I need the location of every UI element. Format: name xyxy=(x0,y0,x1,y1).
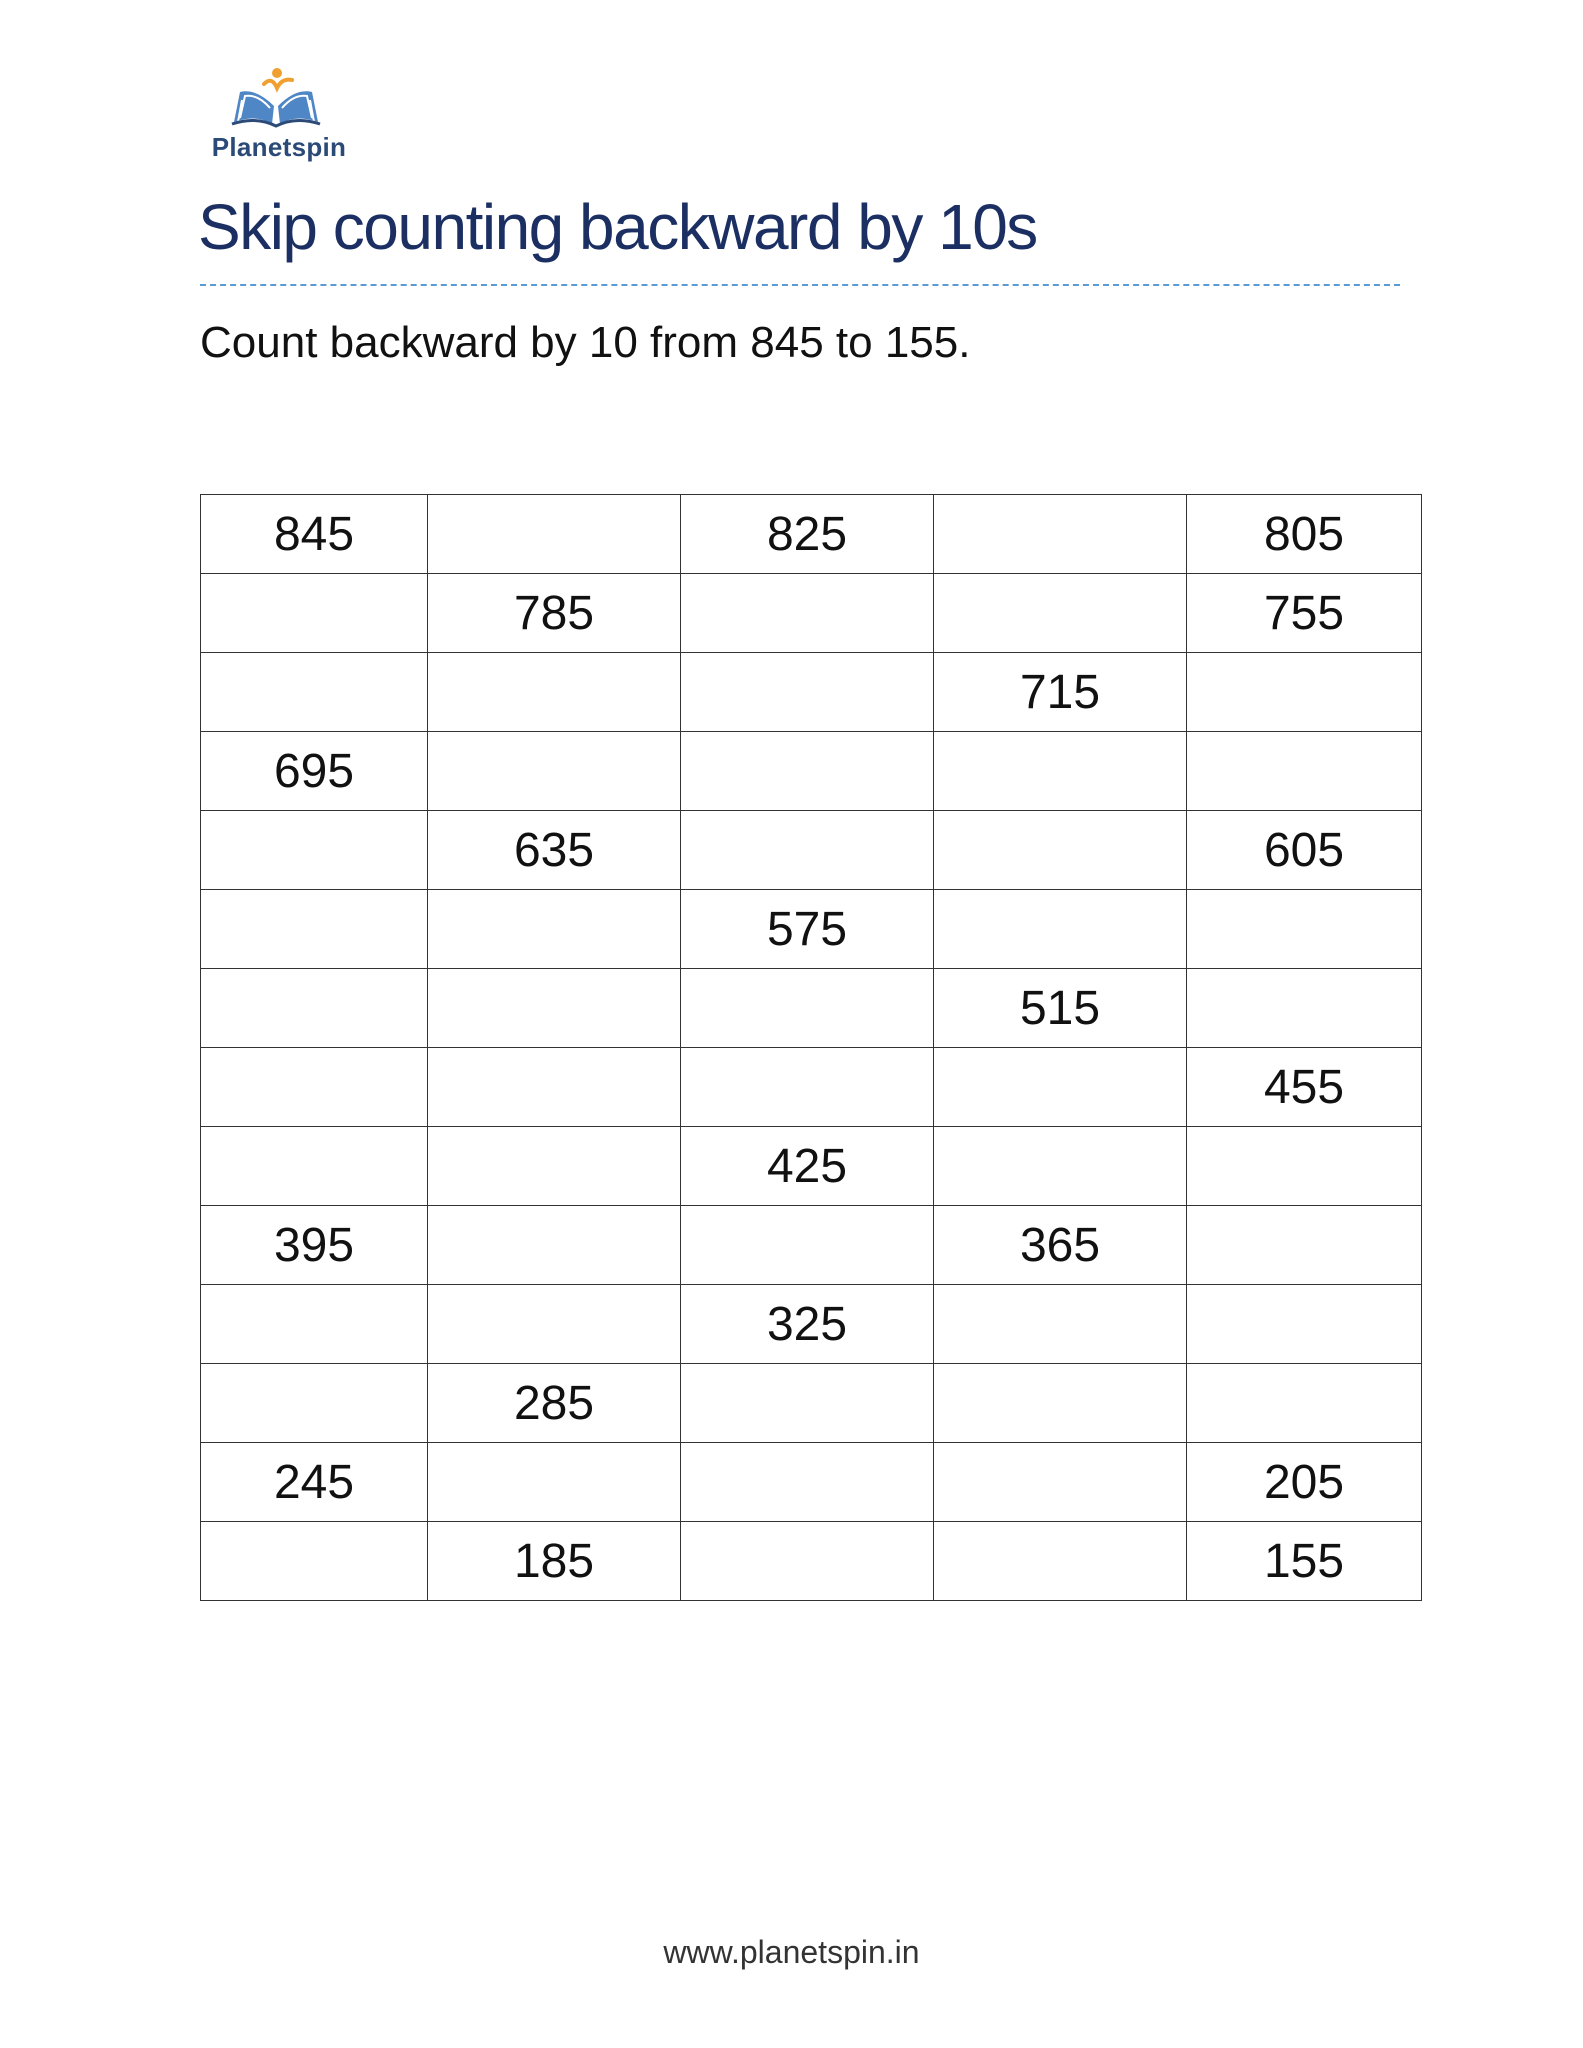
blank-answer-cell[interactable] xyxy=(428,653,681,732)
number-cell: 825 xyxy=(681,495,934,574)
number-cell: 425 xyxy=(681,1127,934,1206)
blank-answer-cell[interactable] xyxy=(201,574,428,653)
table-row xyxy=(201,1127,1422,1206)
blank-answer-cell[interactable] xyxy=(934,1048,1187,1127)
blank-answer-cell[interactable] xyxy=(1187,1206,1422,1285)
blank-answer-cell[interactable] xyxy=(1187,1285,1422,1364)
blank-answer-cell[interactable] xyxy=(934,1127,1187,1206)
blank-answer-cell[interactable] xyxy=(201,1127,428,1206)
table-row xyxy=(201,495,1422,574)
table-row xyxy=(201,811,1422,890)
footer-url[interactable]: www.planetspin.in xyxy=(663,1934,920,1970)
blank-answer-cell[interactable] xyxy=(1187,1127,1422,1206)
blank-answer-cell[interactable] xyxy=(201,1522,428,1601)
brand-logo[interactable] xyxy=(204,66,354,166)
blank-answer-cell[interactable] xyxy=(681,653,934,732)
blank-answer-cell[interactable] xyxy=(681,1206,934,1285)
number-cell: 185 xyxy=(428,1522,681,1601)
number-cell: 635 xyxy=(428,811,681,890)
blank-answer-cell[interactable] xyxy=(428,969,681,1048)
blank-answer-cell[interactable] xyxy=(934,1522,1187,1601)
blank-answer-cell[interactable] xyxy=(201,1364,428,1443)
number-cell: 155 xyxy=(1187,1522,1422,1601)
number-cell: 285 xyxy=(428,1364,681,1443)
blank-answer-cell[interactable] xyxy=(934,1364,1187,1443)
table-row xyxy=(201,1364,1422,1443)
number-cell: 605 xyxy=(1187,811,1422,890)
blank-answer-cell[interactable] xyxy=(681,1364,934,1443)
number-cell: 695 xyxy=(201,732,428,811)
blank-answer-cell[interactable] xyxy=(428,732,681,811)
brand-name: Planetspin xyxy=(211,132,347,162)
blank-answer-cell[interactable] xyxy=(681,574,934,653)
blank-answer-cell[interactable] xyxy=(428,1206,681,1285)
table-row xyxy=(201,1522,1422,1601)
blank-answer-cell[interactable] xyxy=(428,1285,681,1364)
number-cell: 245 xyxy=(201,1443,428,1522)
table-row xyxy=(201,1285,1422,1364)
number-cell: 785 xyxy=(428,574,681,653)
blank-answer-cell[interactable] xyxy=(201,890,428,969)
number-cell: 515 xyxy=(934,969,1187,1048)
open-book-reader-icon xyxy=(226,66,326,128)
table-row xyxy=(201,574,1422,653)
blank-answer-cell[interactable] xyxy=(681,1048,934,1127)
blank-answer-cell[interactable] xyxy=(428,890,681,969)
number-cell: 395 xyxy=(201,1206,428,1285)
counting-grid xyxy=(200,494,1422,1601)
number-cell: 325 xyxy=(681,1285,934,1364)
table-row xyxy=(201,1048,1422,1127)
instruction-text: Count backward by 10 from 845 to 155. xyxy=(200,318,971,367)
blank-answer-cell[interactable] xyxy=(934,732,1187,811)
blank-answer-cell[interactable] xyxy=(428,1048,681,1127)
table-row xyxy=(201,890,1422,969)
number-cell: 455 xyxy=(1187,1048,1422,1127)
blank-answer-cell[interactable] xyxy=(934,1285,1187,1364)
blank-answer-cell[interactable] xyxy=(1187,969,1422,1048)
table-row xyxy=(201,732,1422,811)
blank-answer-cell[interactable] xyxy=(1187,732,1422,811)
table-row xyxy=(201,653,1422,732)
blank-answer-cell[interactable] xyxy=(1187,653,1422,732)
blank-answer-cell[interactable] xyxy=(201,811,428,890)
blank-answer-cell[interactable] xyxy=(934,1443,1187,1522)
blank-answer-cell[interactable] xyxy=(681,1443,934,1522)
number-cell: 205 xyxy=(1187,1443,1422,1522)
blank-answer-cell[interactable] xyxy=(681,811,934,890)
blank-answer-cell[interactable] xyxy=(934,495,1187,574)
blank-answer-cell[interactable] xyxy=(428,1127,681,1206)
number-cell: 365 xyxy=(934,1206,1187,1285)
blank-answer-cell[interactable] xyxy=(428,495,681,574)
blank-answer-cell[interactable] xyxy=(1187,890,1422,969)
number-cell: 845 xyxy=(201,495,428,574)
blank-answer-cell[interactable] xyxy=(934,574,1187,653)
blank-answer-cell[interactable] xyxy=(428,1443,681,1522)
blank-answer-cell[interactable] xyxy=(681,1522,934,1601)
table-row xyxy=(201,1443,1422,1522)
number-cell: 715 xyxy=(934,653,1187,732)
blank-answer-cell[interactable] xyxy=(201,653,428,732)
number-cell: 755 xyxy=(1187,574,1422,653)
page-title: Skip counting backward by 10s xyxy=(198,191,1037,263)
blank-answer-cell[interactable] xyxy=(934,811,1187,890)
blank-answer-cell[interactable] xyxy=(201,1048,428,1127)
table-row xyxy=(201,1206,1422,1285)
blank-answer-cell[interactable] xyxy=(201,969,428,1048)
blank-answer-cell[interactable] xyxy=(1187,1364,1422,1443)
number-cell: 575 xyxy=(681,890,934,969)
blank-answer-cell[interactable] xyxy=(681,969,934,1048)
blank-answer-cell[interactable] xyxy=(201,1285,428,1364)
blank-answer-cell[interactable] xyxy=(681,732,934,811)
number-cell: 805 xyxy=(1187,495,1422,574)
table-row xyxy=(201,969,1422,1048)
title-divider xyxy=(200,284,1400,286)
blank-answer-cell[interactable] xyxy=(934,890,1187,969)
